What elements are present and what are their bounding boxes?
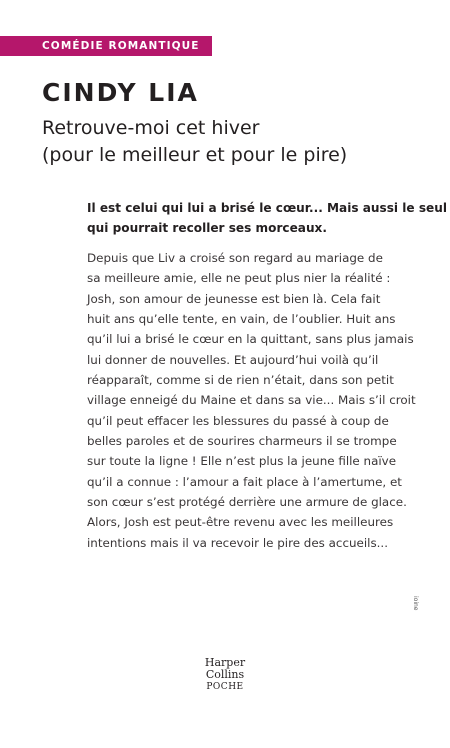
tagline-line: Il est celui qui lui a brisé le cœur... Mais aussi le seul: [87, 201, 448, 215]
publisher-logo-line: Harper: [204, 656, 246, 669]
publisher-logo-line: POCHE: [206, 682, 244, 692]
blurb-line: qu’il peut effacer les blessures du passé à coup de: [87, 413, 389, 428]
blurb-line: intentions mais il va recevoir le pire des accueils...: [87, 535, 388, 550]
book-title: [42, 115, 347, 169]
blurb-line: huit ans qu’elle tente, en vain, de l’oublier. Huit ans: [87, 311, 396, 326]
author-name: CINDY LIA: [42, 78, 199, 107]
blurb-line: qu’il a connue : l’amour a fait place à l’amertume, et: [87, 474, 402, 489]
book-title-line: (pour le meilleur et pour le pire): [42, 144, 348, 166]
genre-banner: [0, 36, 212, 56]
blurb-paragraph: [87, 248, 419, 553]
blurb-line: belles paroles et de sourires charmeurs il se trompe: [87, 433, 397, 448]
blurb-line: Alors, Josh est peut-être revenu avec les meilleures: [87, 515, 394, 530]
spine-text-fragment: ioine: [412, 596, 419, 611]
blurb-line: qu’il lui a brisé le cœur en la quittant, sans plus jamais: [87, 332, 414, 347]
blurb-line: sur toute la ligne ! Elle n’est plus la jeune fille naïve: [87, 454, 397, 469]
publisher-logo-line: Collins: [205, 668, 245, 681]
tagline-line: qui pourrait recoller ses morceaux.: [87, 221, 327, 235]
blurb-line: son cœur s’est protégé derrière une armure de glace.: [87, 494, 407, 509]
book-title-line: Retrouve-moi cet hiver: [42, 117, 260, 139]
blurb-line: Josh, son amour de jeunesse est bien là. Cela fait: [87, 291, 381, 306]
blurb-line: lui donner de nouvelles. Et aujourd’hui voilà qu’il: [87, 352, 379, 367]
blurb-line: réapparaît, comme si de rien n’était, dans son petit: [87, 372, 394, 387]
publisher-logo: [202, 657, 248, 693]
genre-label: COMÉDIE ROMANTIQUE: [42, 40, 200, 52]
blurb-line: sa meilleure amie, elle ne peut plus nier la réalité :: [87, 271, 391, 286]
blurb-line: Depuis que Liv a croisé son regard au mariage de: [87, 251, 383, 265]
blurb-line: village enneigé du Maine et dans sa vie... Mais s’il croit: [87, 393, 416, 408]
tagline: [87, 198, 448, 238]
